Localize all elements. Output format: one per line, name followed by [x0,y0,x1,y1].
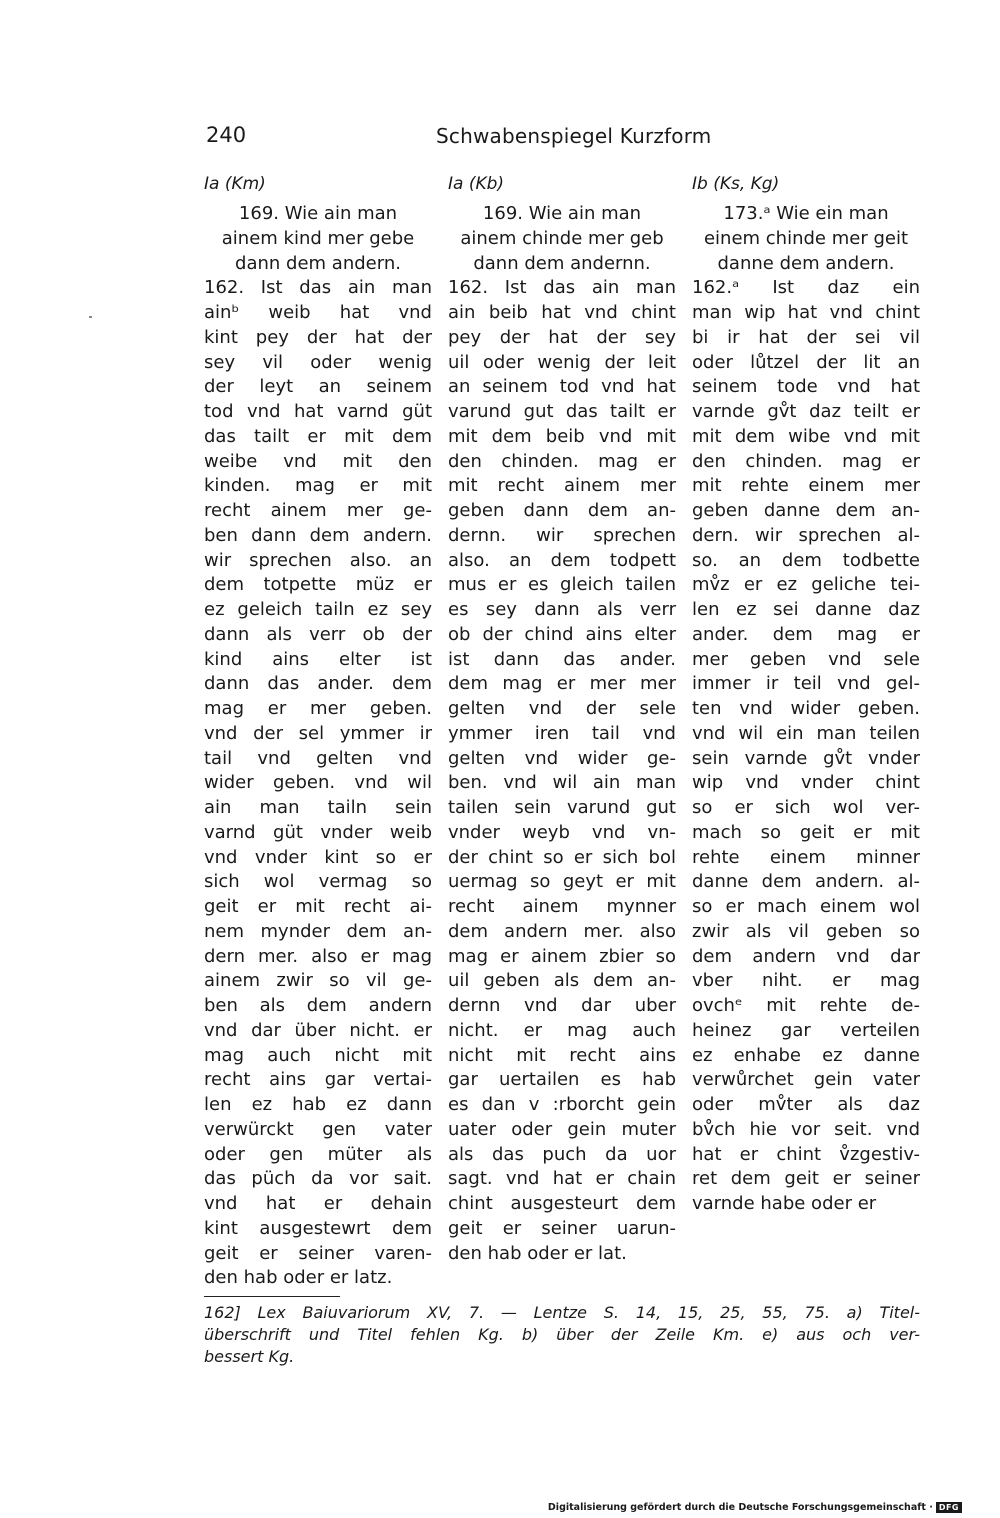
column-text [692,202,920,1217]
text-line: nicht. er mag auch [448,1019,676,1041]
text-line: mit recht ainem mer [448,475,676,497]
text-line: ander. dem mag er [692,623,920,645]
text-line: tailen sein varund gut [448,797,676,818]
text-line: mus er es gleich tailen [448,574,676,596]
text-line: dann dem andernn. [473,252,651,274]
text-line: ainem chinde mer geb [460,227,664,249]
text-line: 173.ᵃ Wie ein man [723,203,889,224]
text-line: vnd wil ein man teilen [692,722,920,744]
text-line: ret dem geit er seiner [692,1168,920,1190]
text-line: wider geben. vnd wil [204,772,432,794]
text-line: sein varnde gv̊t vnder [692,747,920,769]
text-line: chint ausgesteurt dem [448,1193,676,1214]
digitization-credit [548,1502,962,1513]
text-line: danne dem andern. [717,252,895,274]
text-line: ainᵇ weib hat vnd [204,302,432,323]
text-line: ymmer iren tail vnd [448,722,676,744]
text-line: uil geben als dem an- [448,970,676,992]
footnote-line: 162] Lex Baiuvariorum XV, 7. — Lentze S. 14, 15, 25, 55, 75. a) Titel- [204,1303,920,1322]
text-line: ain beib hat vnd chint [448,302,676,323]
text-line: geit er seiner uarun- [448,1217,676,1239]
text-line: uermag so geyt er mit [448,871,676,893]
text-line: sich wol vermag so [204,871,432,893]
column-text [204,202,432,1291]
text-line: pey der hat der sey [448,326,676,348]
column-heading: Ia (Km) [204,174,266,194]
text-line: recht ainem mer ge- [204,500,432,521]
text-line: kinden. mag er mit [204,475,432,497]
text-line: ainem kind mer gebe [221,227,415,249]
text-line: verwürckt gen vater [204,1118,432,1140]
text-line: oder lůtzel der lit an [692,351,920,373]
text-line: bi ir hat der sei vil [692,326,920,348]
page-number: 240 [206,123,247,147]
text-line: gelten vnd der sele [448,698,676,719]
footnotes [204,1302,920,1368]
text-line: der chint so er sich bol [448,846,676,868]
text-line: wir sprechen also. an [204,549,432,571]
text-line: so er mach einem wol [692,896,920,917]
text-line: ist dann das ander. [448,648,676,670]
text-line: nicht mit recht ains [448,1044,676,1066]
text-line: vber niht. er mag [692,970,920,992]
text-line: dem andern vnd dar [692,945,920,967]
text-line: uater oder gein muter [448,1118,676,1140]
text-line: der leyt an seinem [204,376,432,398]
text-line: vnd hat er dehain [204,1193,432,1214]
text-line: mit dem wibe vnd mit [692,425,920,447]
text-line: weibe vnd mit den [204,450,432,472]
text-line: wip vnd vnder chint [692,772,920,794]
text-line: hat er chint v̊zgestiv- [692,1143,920,1165]
text-line: uil oder wenig der leit [448,351,676,373]
column-heading: Ib (Ks, Kg) [692,174,780,194]
text-line: verwůrchet gein vater [692,1069,920,1091]
text-line: gelten vnd wider ge- [448,747,676,769]
text-line: als das puch da uor [448,1143,676,1165]
text-line: heinez gar verteilen [692,1019,920,1041]
text-line: mag er ainem zbier so [448,945,676,967]
text-line: seinem tode vnd hat [692,376,920,398]
text-line: nem mynder dem an- [204,920,432,942]
text-line: vnd dar über nicht. er [204,1019,432,1041]
column-kb [448,172,676,1266]
column-heading: Ia (Kb) [448,174,505,194]
footnote-line: bessert Kg. [204,1347,295,1366]
text-line: 169. Wie ain man [238,203,398,224]
text-line: kint ausgestewrt dem [204,1217,432,1239]
text-line: dem andern mer. also [448,920,676,942]
text-line: mag auch nicht mit [204,1044,432,1066]
text-line: zwir als vil geben so [692,920,920,942]
text-line: gar uertailen es hab [448,1069,676,1091]
dfg-logo: DFG [936,1502,962,1513]
running-title: Schwabenspiegel Kurzform [436,124,712,148]
text-line: mach so geit er mit [692,821,920,843]
text-line: vnd vnder kint so er [204,846,432,868]
text-line: geben dann dem an- [448,500,676,521]
text-line: oder mv̊ter als daz [692,1094,920,1115]
text-line: so er sich wol ver- [692,797,920,818]
footnote-line: überschrift und Titel fehlen Kg. b) über der Zeile Km. e) aus och ver- [204,1325,920,1344]
text-line: 162. Ist das ain man [204,277,432,299]
text-line: len ez hab ez dann [204,1094,432,1115]
text-line: geit er mit recht ai- [204,896,432,917]
text-line: danne dem andern. al- [692,871,920,893]
text-line: den hab oder er latz. [204,1267,393,1289]
text-line: das püch da vor sait. [204,1168,432,1190]
column-text [448,202,676,1266]
text-line: 162.ᵃ Ist daz ein [692,277,920,299]
column-ks-kg [692,172,920,1217]
text-line: geit er seiner varen- [204,1242,432,1264]
text-line: ainem zwir so vil ge- [204,970,432,992]
text-line: ten vnd wider geben. [692,698,920,719]
text-line: mit dem beib vnd mit [448,425,676,447]
text-line: einem chinde mer geit [703,227,909,249]
credit-text: Digitalisierung gefördert durch die Deutsche Forschungsgemeinschaft · [547,1502,933,1513]
text-line: mag er mer geben. [204,698,432,719]
text-line: es dan v :rborcht gein [448,1094,676,1115]
text-line: varnde gv̊t daz teilt er [692,401,920,422]
text-line: ovchᵉ mit rehte de- [692,995,920,1016]
text-line: dern mer. also er mag [204,945,432,967]
column-km [204,172,432,1291]
text-line: kind ains elter ist [204,648,432,670]
text-line: oder gen müter als [204,1143,432,1165]
text-line: so. an dem todbette [692,549,920,571]
text-line: tail vnd gelten vnd [204,747,432,769]
text-line: ob der chind ains elter [448,623,676,645]
text-line: recht ains gar vertai- [204,1069,432,1091]
text-line: vnder weyb vnd vn- [448,821,676,843]
text-line: dann als verr ob der [204,623,432,645]
text-line: mer geben vnd sele [692,648,920,670]
text-line: ain man tailn sein [204,797,432,818]
text-line: den chinden. mag er [448,450,676,472]
text-line: tod vnd hat varnd güt [204,401,432,422]
text-line: ben als dem andern [204,995,432,1016]
text-line: man wip hat vnd chint [692,302,920,323]
text-line: varnd güt vnder weib [204,821,432,843]
text-line: also. an dem todpett [448,549,676,571]
text-line: immer ir teil vnd gel- [692,673,920,695]
text-line: ben. vnd wil ain man [448,772,676,794]
text-line: dem mag er mer mer [448,673,676,695]
text-line: ez geleich tailn ez sey [204,599,432,620]
text-line: ez enhabe ez danne [692,1044,920,1066]
text-line: dann dem andern. [235,252,401,274]
text-line: dern. wir sprechen al- [692,524,920,546]
text-line: recht ainem mynner [448,896,676,917]
text-line: rehte einem minner [692,846,920,868]
text-line: dernn. wir sprechen [448,524,676,546]
text-line: dann das ander. dem [204,673,432,695]
text-line: an seinem tod vnd hat [448,376,676,398]
text-line: es sey dann als verr [448,599,676,620]
text-line: sey vil oder wenig [204,351,432,373]
text-line: varund gut das tailt er [448,401,676,422]
text-line: len ez sei danne daz [692,599,920,620]
text-line: geben danne dem an- [692,500,920,521]
text-line: mv̊z er ez geliche tei- [692,574,920,596]
text-line: mit rehte einem mer [692,475,920,497]
text-line: bv̊ch hie vor seit. vnd [692,1118,920,1140]
text-line: ben dann dem andern. [204,524,432,546]
text-line: kint pey der hat der [204,326,432,348]
text-line: den hab oder er lat. [448,1242,627,1264]
scan-speck [89,316,92,318]
footnote-rule [204,1296,340,1297]
text-line: varnde habe oder er [692,1193,877,1214]
text-line: das tailt er mit dem [204,425,432,447]
text-line: dernn vnd dar uber [448,995,676,1016]
text-line: dem totpette müz er [204,574,432,596]
text-line: sagt. vnd hat er chain [448,1168,676,1190]
text-line: vnd der sel ymmer ir [204,722,432,744]
text-line: 162. Ist das ain man [448,277,676,299]
text-line: den chinden. mag er [692,450,920,472]
text-line: 169. Wie ain man [482,203,642,224]
